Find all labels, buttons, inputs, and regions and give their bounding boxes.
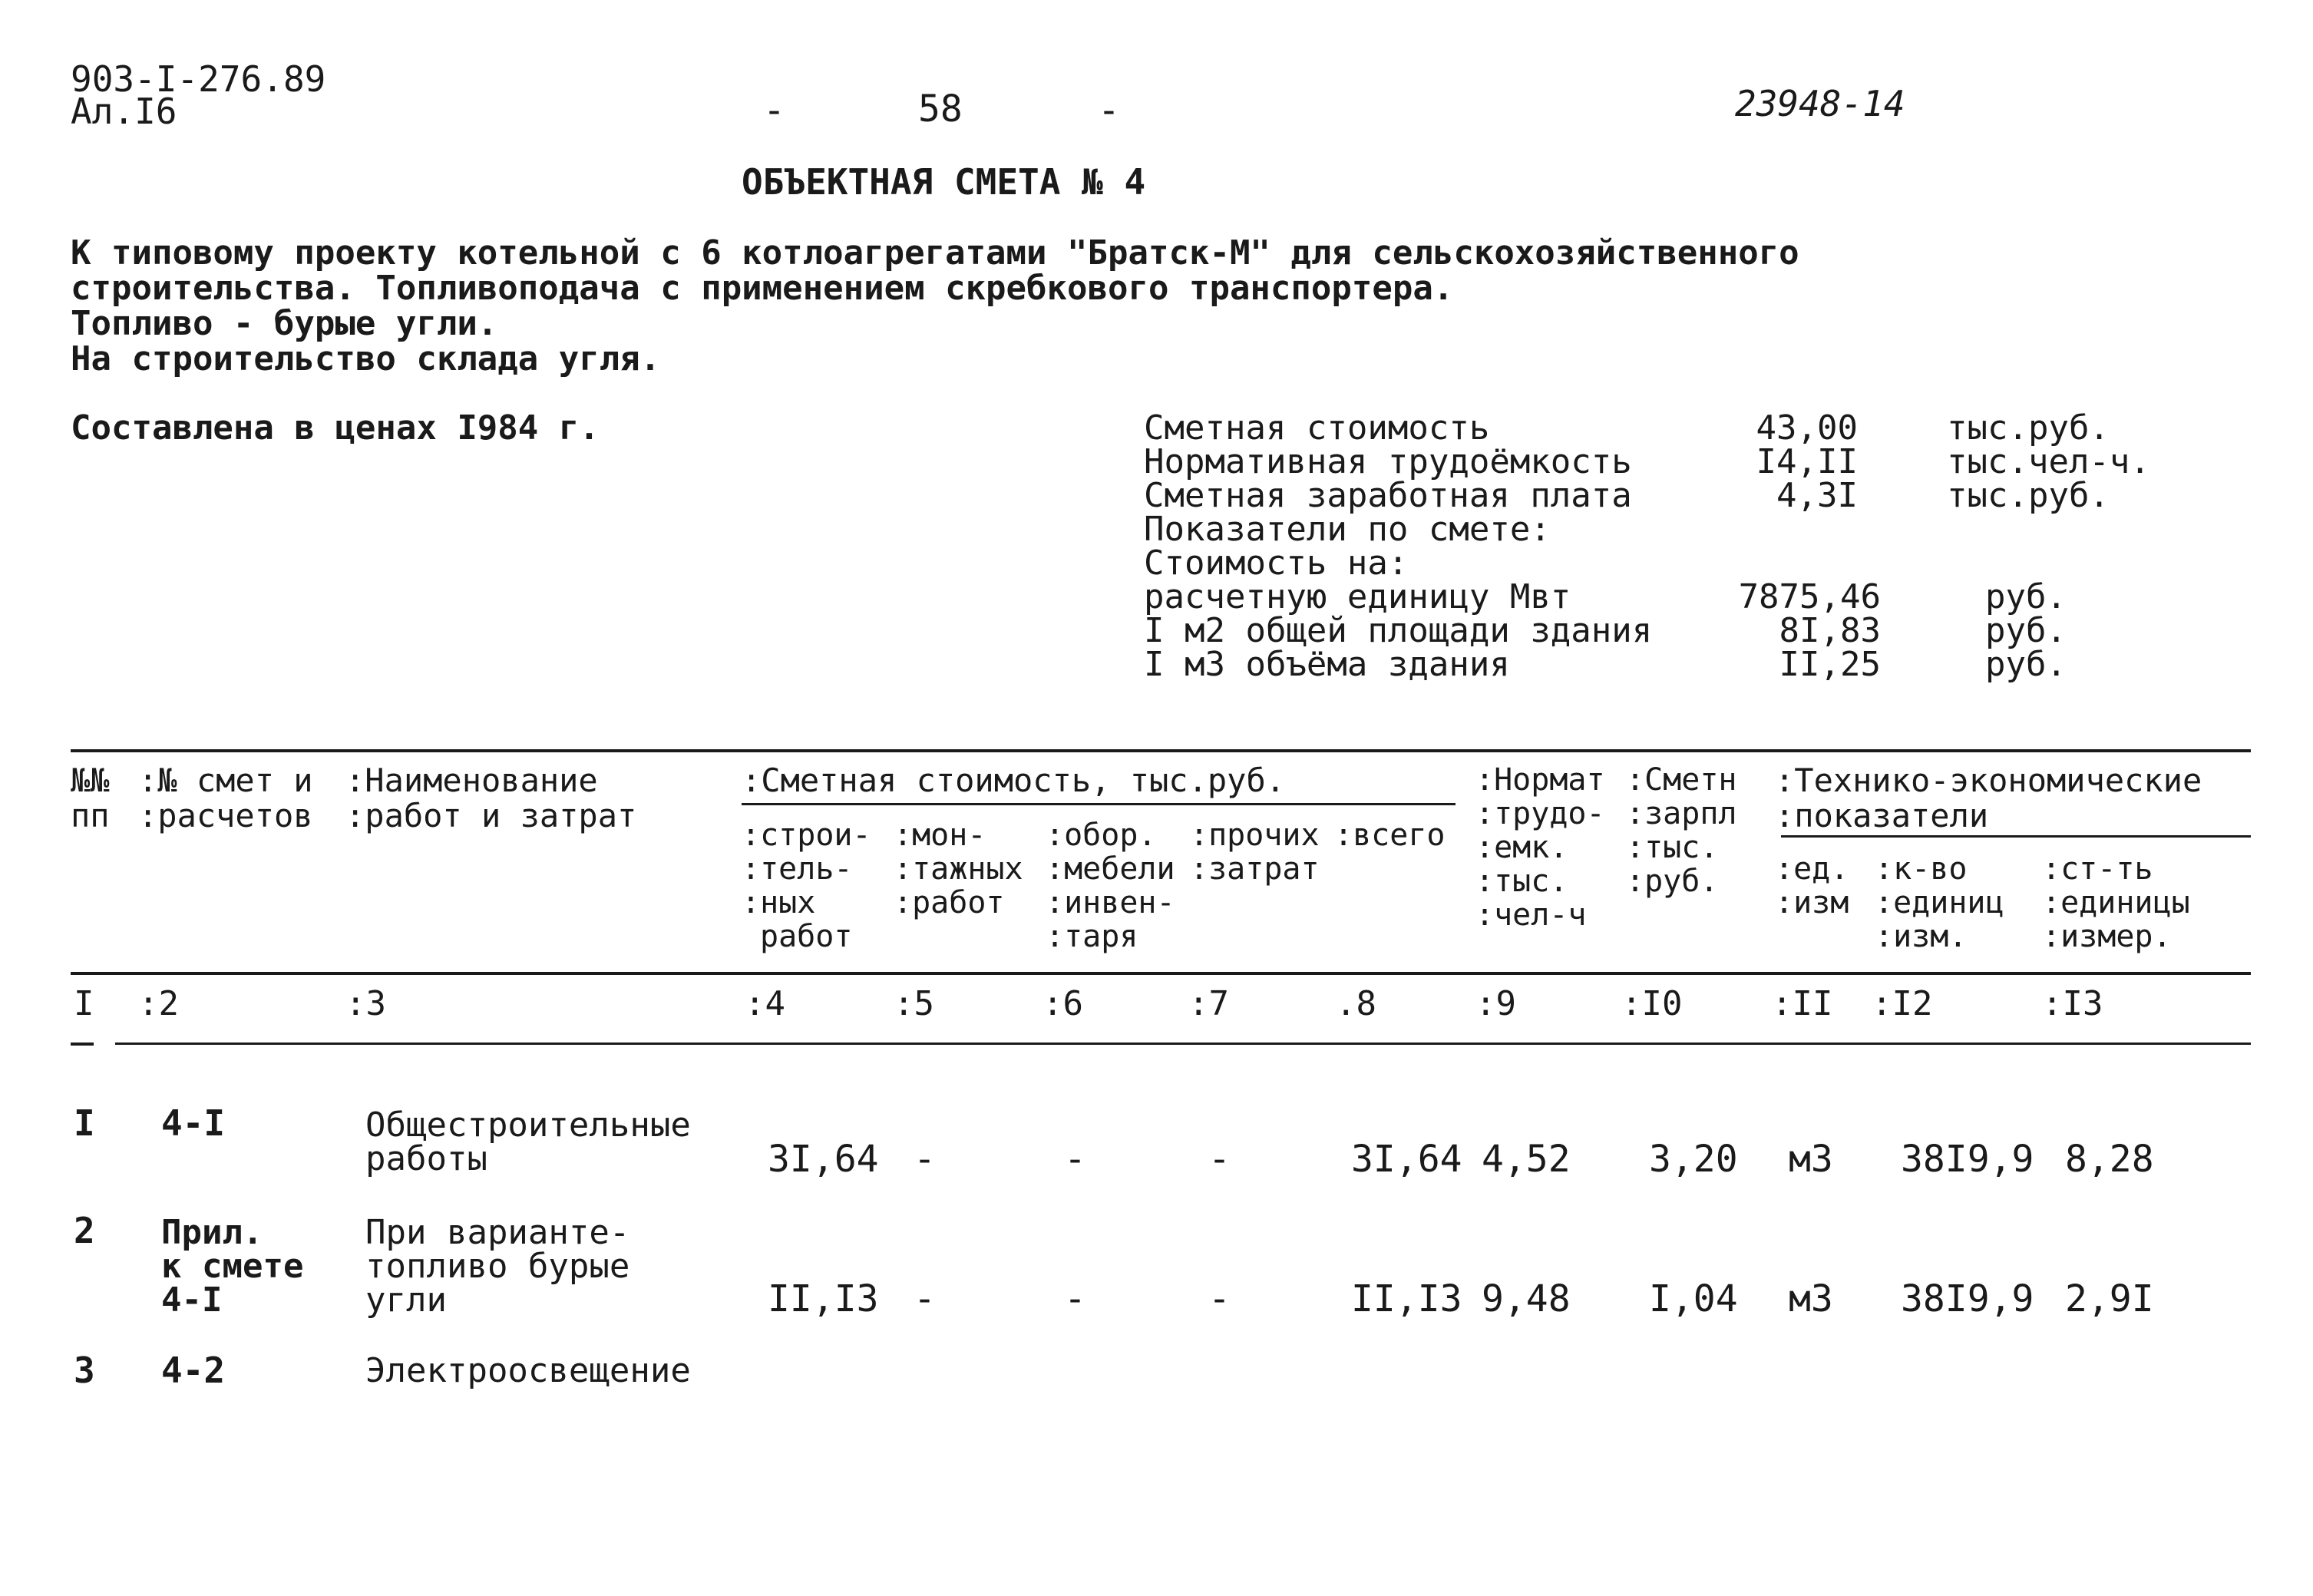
header-col-4-line-1: :строи- (742, 818, 871, 853)
col-number-1: I (74, 984, 94, 1023)
col-number-4: :4 (745, 984, 785, 1023)
col-number-7: :7 (1188, 984, 1229, 1023)
row-name-line-3: угли (365, 1280, 447, 1320)
document-code: 903-I-276.89 (71, 58, 326, 100)
summary-label: Показатели по смете: (1144, 510, 1551, 549)
tech-group-rule (1781, 835, 2251, 838)
row-labor: 4,52 (1482, 1138, 1571, 1181)
header-col-9-line-1: :Нормат (1475, 762, 1605, 798)
header-col-9-line-5: :чел-ч (1475, 897, 1587, 933)
row-total-cost: 3I,64 (1351, 1138, 1462, 1181)
summary-value: 4,3I (1776, 476, 1858, 515)
header-col-10-line-4: :руб. (1626, 864, 1719, 899)
header-col-13-line-2: :единицы (2042, 885, 2190, 920)
cost-group-rule (742, 803, 1456, 805)
header-tech-group-line-2: :показатели (1775, 797, 1989, 834)
header-col-9-line-2: :трудо- (1475, 796, 1605, 831)
col-number-8: .8 (1336, 984, 1376, 1023)
header-col-6-line-4: :таря (1046, 919, 1138, 954)
header-col-1-line-2: пп (71, 797, 110, 834)
row-unit: м3 (1789, 1277, 1833, 1320)
row-equipment-cost: - (1064, 1277, 1086, 1320)
row-number: 3 (74, 1350, 95, 1391)
row-number: I (74, 1102, 95, 1144)
col-number-9: :9 (1475, 984, 1516, 1023)
header-cost-group: :Сметная стоимость, тыс.руб. (742, 762, 1286, 799)
row-estimate-line-1: Прил. (161, 1213, 263, 1252)
summary-unit: руб. (1985, 577, 2067, 616)
row-wages: 3,20 (1649, 1138, 1738, 1181)
summary-label: Сметная стоимость (1144, 408, 1490, 448)
row-quantity: 38I9,9 (1901, 1138, 2034, 1181)
summary-label: расчетную единицу Мвт (1144, 577, 1571, 616)
summary-label: Стоимость на: (1144, 544, 1409, 583)
header-col-2-line-2: :расчетов (138, 797, 313, 834)
col-number-10: :I0 (1621, 984, 1683, 1023)
row-name-line-1: Общестроительные (365, 1105, 691, 1145)
header-col-7-line-2: :затрат (1190, 851, 1320, 887)
header-col-2-line-1: :№ смет и (138, 762, 313, 799)
header-col-12-line-1: :к-во (1875, 851, 1968, 887)
row-estimate-line-1: 4-I (161, 1102, 226, 1144)
row-labor: 9,48 (1482, 1277, 1571, 1320)
header-col-10-line-2: :зарпл (1626, 796, 1737, 831)
col-numbers-dash (71, 1043, 94, 1046)
summary-unit: руб. (1985, 645, 2067, 684)
intro-line-4: На строительство склада угля. (71, 339, 661, 378)
row-wages: I,04 (1649, 1277, 1738, 1320)
header-tech-group-line-1: :Технико-экономические (1775, 762, 2202, 799)
summary-value: 8I,83 (1779, 611, 1881, 650)
summary-value: 7875,46 (1738, 577, 1881, 616)
summary-unit: руб. (1985, 611, 2067, 650)
row-construction-cost: 3I,64 (768, 1138, 879, 1181)
row-estimate-line-3: 4-I (161, 1280, 223, 1320)
header-col-4-line-4: работ (760, 919, 853, 954)
prices-note: Составлена в ценах I984 г. (71, 408, 600, 448)
intro-line-3: Топливо - бурые угли. (71, 304, 498, 343)
header-col-5-line-3: :работ (894, 885, 1005, 920)
summary-value: 43,00 (1756, 408, 1858, 448)
row-unit: м3 (1789, 1138, 1833, 1181)
header-col-7-line-1: :прочих (1190, 818, 1320, 853)
summary-label: Нормативная трудоёмкость (1144, 442, 1632, 481)
header-col-3-line-1: :Наименование (345, 762, 598, 799)
header-col-11-line-2: :изм (1775, 885, 1849, 920)
header-col-4-line-2: :тель- (742, 851, 853, 887)
summary-label: Сметная заработная плата (1144, 476, 1632, 515)
summary-unit: тыс.руб. (1947, 408, 2110, 448)
page-dash-right: - (1098, 89, 1120, 132)
header-bottom-rule (71, 972, 2251, 975)
row-construction-cost: II,I3 (768, 1277, 879, 1320)
header-col-8: :всего (1334, 818, 1446, 853)
summary-value: I4,II (1756, 442, 1858, 481)
intro-line-2: строительства. Топливоподача с применением скребкового транспортера. (71, 269, 1454, 308)
document-title: ОБЪЕКТНАЯ СМЕТА № 4 (742, 161, 1146, 203)
header-col-13-line-1: :ст-ть (2042, 851, 2153, 887)
col-numbers-rule (115, 1043, 2251, 1045)
intro-line-1: К типовому проекту котельной с 6 котлоагрегатами "Братск-М" для сельскохозяйственного (71, 233, 1799, 273)
col-number-12: :I2 (1872, 984, 1933, 1023)
header-col-9-line-4: :тыс. (1475, 864, 1568, 899)
table-top-rule (71, 749, 2251, 752)
col-number-13: :I3 (2042, 984, 2103, 1023)
header-col-9-line-3: :емк. (1475, 830, 1568, 865)
header-col-4-line-3: :ных (742, 885, 816, 920)
stamp-number: 23948-14 (1735, 83, 1905, 124)
col-number-5: :5 (894, 984, 934, 1023)
row-name-line-2: топливо бурые (365, 1247, 630, 1286)
row-unit-cost: 8,28 (2065, 1138, 2154, 1181)
header-col-5-line-2: :тажных (894, 851, 1023, 887)
row-estimate-line-1: 4-2 (161, 1350, 226, 1391)
row-quantity: 38I9,9 (1901, 1277, 2034, 1320)
row-name-line-1: При варианте- (365, 1213, 630, 1252)
col-number-2: :2 (138, 984, 179, 1023)
header-col-1-line-1: №№ (71, 762, 110, 799)
row-installation-cost: - (914, 1277, 936, 1320)
header-col-11-line-1: :ед. (1775, 851, 1849, 887)
summary-label: I м2 общей площади здания (1144, 611, 1653, 650)
col-number-3: :3 (345, 984, 386, 1023)
row-installation-cost: - (914, 1138, 936, 1181)
col-number-6: :6 (1043, 984, 1083, 1023)
header-col-12-line-2: :единиц (1875, 885, 2004, 920)
header-col-5-line-1: :мон- (894, 818, 986, 853)
header-col-6-line-3: :инвен- (1046, 885, 1175, 920)
row-unit-cost: 2,9I (2065, 1277, 2154, 1320)
header-col-3-line-2: :работ и затрат (345, 797, 637, 834)
header-col-6-line-2: :мебели (1046, 851, 1175, 887)
row-other-cost: - (1208, 1277, 1231, 1320)
summary-unit: тыс.руб. (1947, 476, 2110, 515)
row-total-cost: II,I3 (1351, 1277, 1462, 1320)
page-number: 58 (918, 88, 963, 131)
row-other-cost: - (1208, 1138, 1231, 1181)
header-col-10-line-1: :Сметн (1626, 762, 1737, 798)
col-number-11: :II (1772, 984, 1833, 1023)
row-name-line-1: Электроосвещение (365, 1351, 691, 1390)
album-number: Ал.I6 (71, 91, 177, 132)
summary-label: I м3 объёма здания (1144, 645, 1510, 684)
header-col-6-line-1: :обор. (1046, 818, 1157, 853)
page-dash-left: - (763, 89, 785, 132)
row-estimate-line-2: к смете (161, 1247, 304, 1286)
row-equipment-cost: - (1064, 1138, 1086, 1181)
summary-unit: тыс.чел-ч. (1947, 442, 2150, 481)
row-number: 2 (74, 1210, 95, 1251)
header-col-12-line-3: :изм. (1875, 919, 1968, 954)
header-col-10-line-3: :тыс. (1626, 830, 1719, 865)
row-name-line-2: работы (365, 1139, 487, 1178)
summary-value: II,25 (1779, 645, 1881, 684)
header-col-13-line-3: :измер. (2042, 919, 2172, 954)
